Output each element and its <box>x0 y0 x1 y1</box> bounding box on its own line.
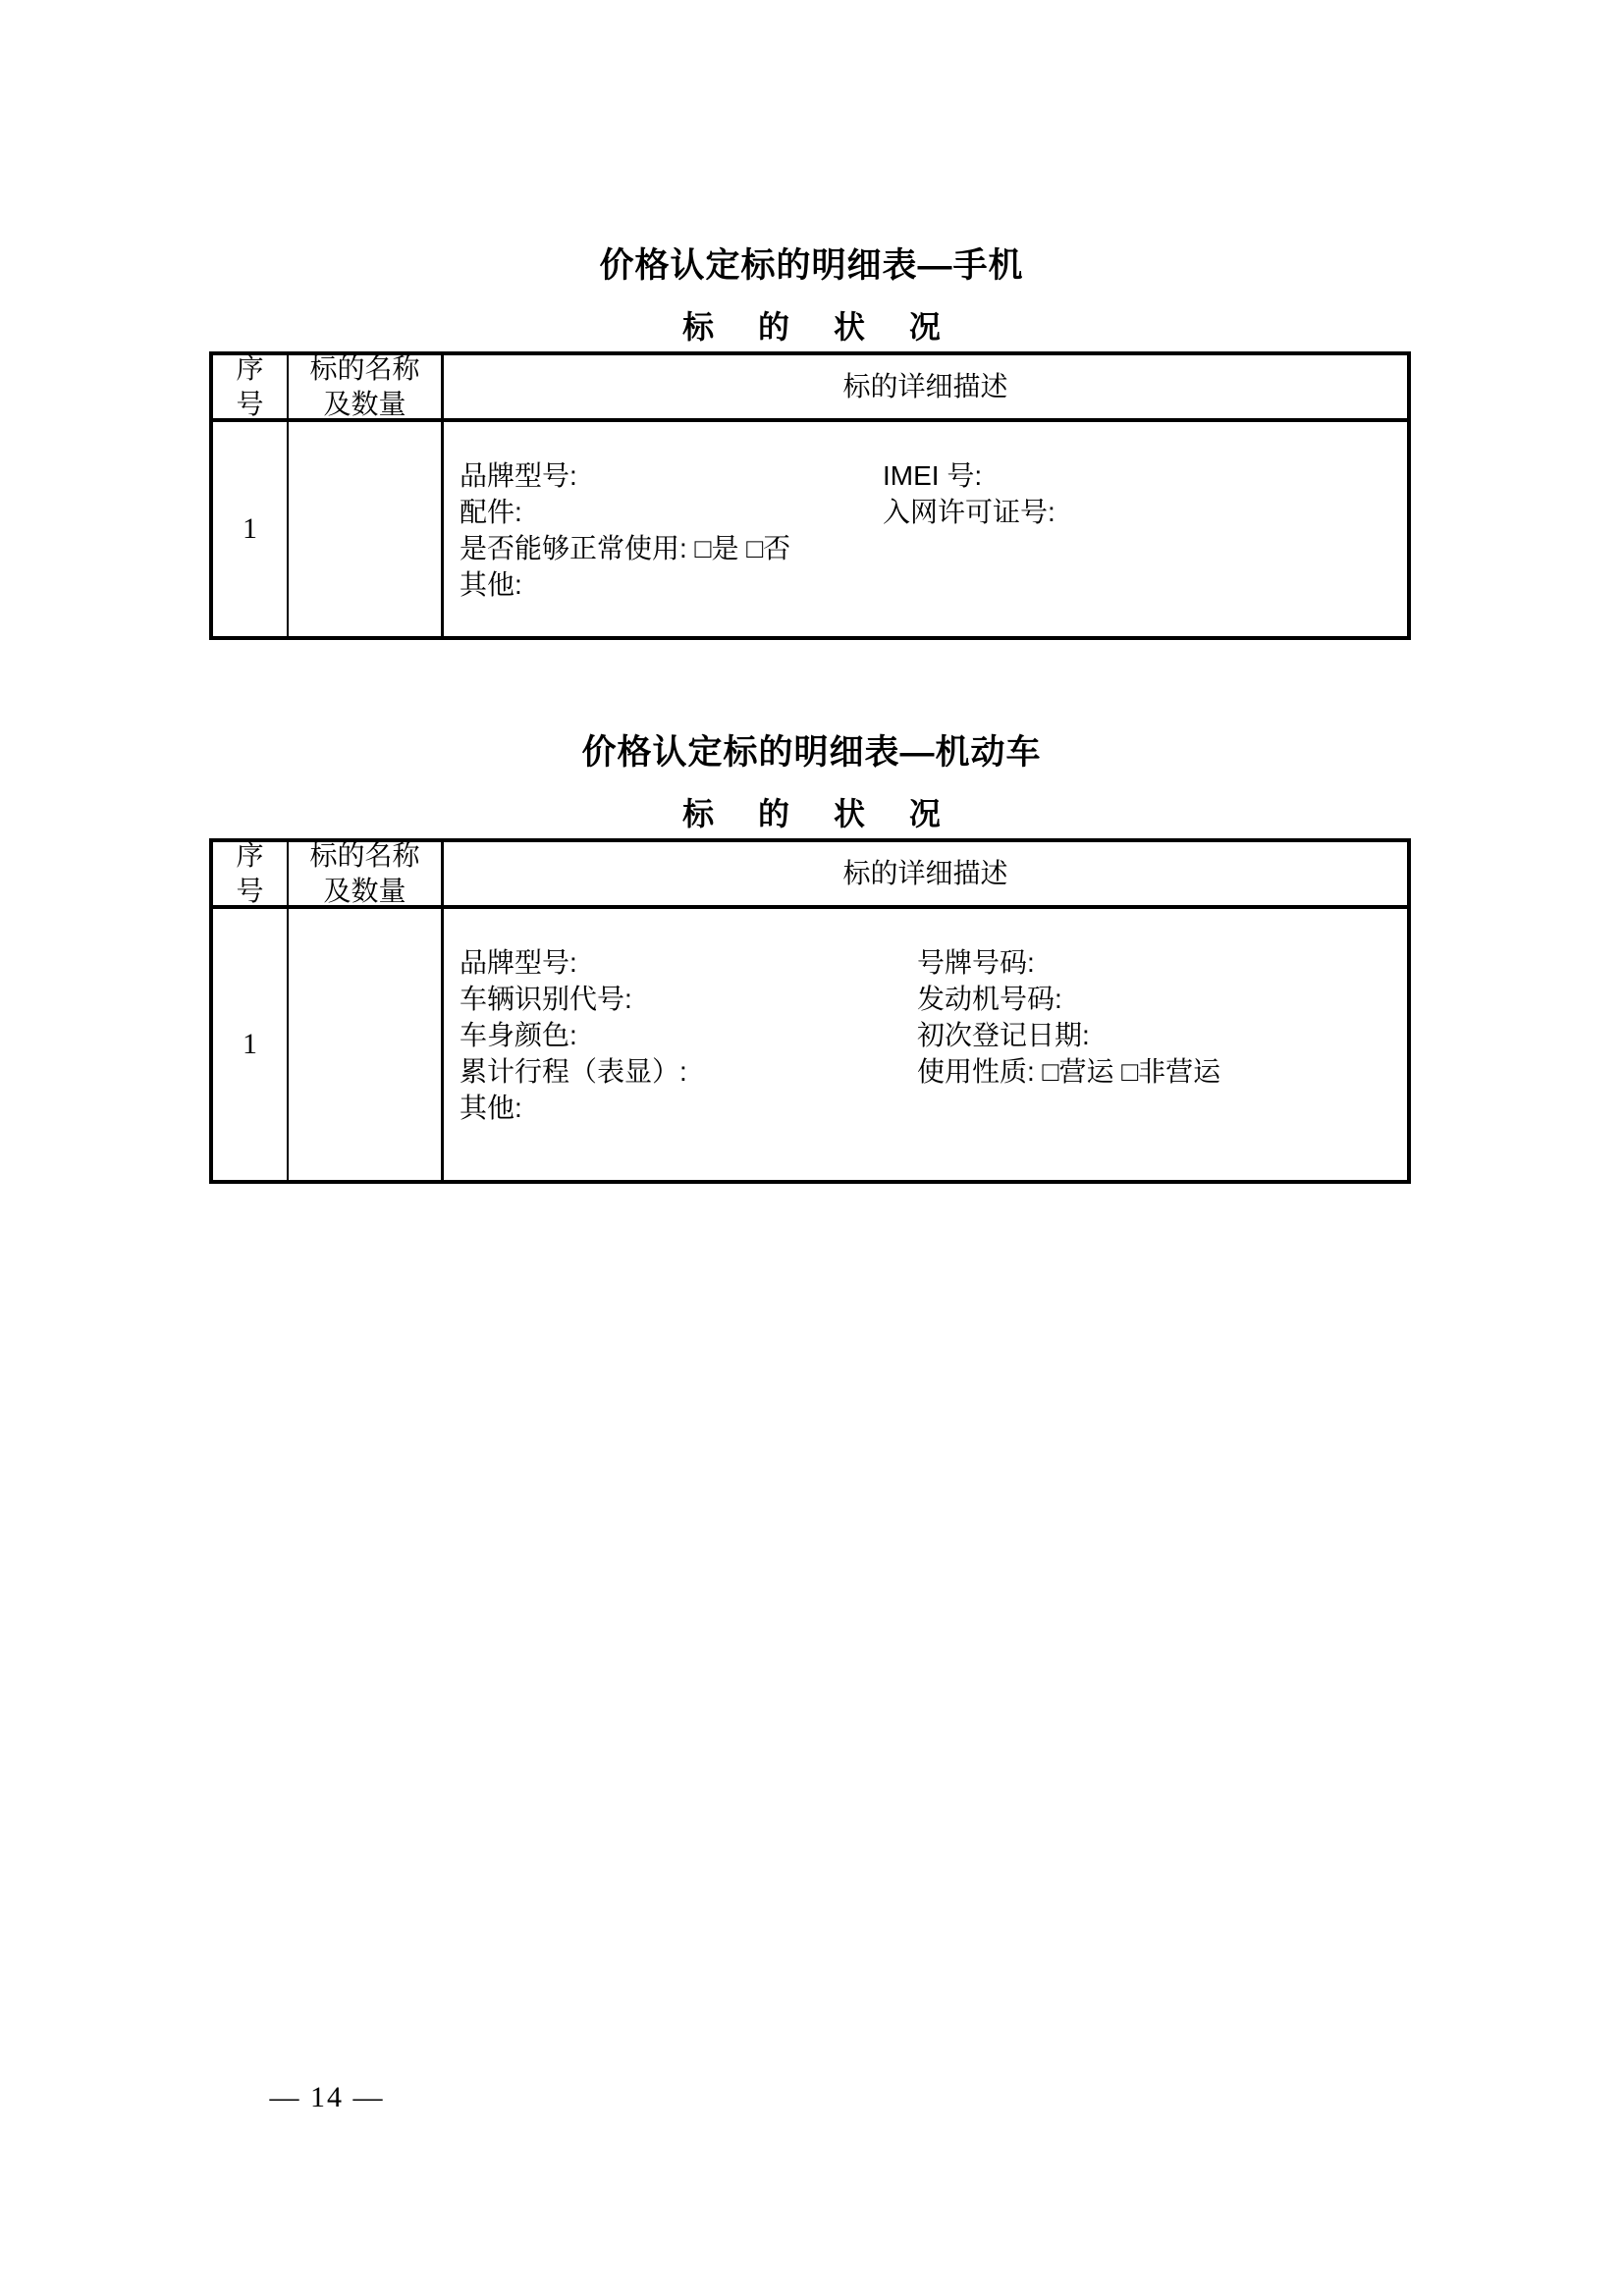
field-network-license: 入网许可证号: <box>883 497 1055 527</box>
field-imei: IMEI 号: <box>883 460 983 491</box>
serial-number: 1 <box>243 1028 257 1060</box>
table-row <box>213 909 1407 1180</box>
field-accessories: 配件: <box>460 497 522 527</box>
header-label-name-qty: 标的名称及数量 <box>309 353 420 419</box>
page-number: — 14 — <box>269 2081 385 2113</box>
header-cell-description <box>444 842 1407 905</box>
cell-description <box>444 909 1407 1180</box>
field-first-registration-date: 初次登记日期: <box>917 1020 1090 1050</box>
field-other: 其他: <box>460 569 522 600</box>
section-subtitle-phone: 标 的 状 况 <box>682 309 958 345</box>
phone-detail-table <box>209 351 1411 640</box>
field-engine-number: 发动机号码: <box>917 984 1062 1014</box>
header-cell-serial <box>213 842 289 905</box>
header-label-description: 标的详细描述 <box>842 858 1008 888</box>
field-brand-model: 品牌型号: <box>460 947 577 978</box>
table-header-row <box>213 355 1407 422</box>
field-usage-nature-checkboxes: 使用性质: □营运 □非营运 <box>917 1056 1221 1087</box>
field-usable-checkboxes: 是否能够正常使用: □是 □否 <box>460 533 791 563</box>
vehicle-detail-table <box>209 838 1411 1184</box>
cell-serial <box>213 909 289 1180</box>
table-header-row <box>213 842 1407 909</box>
field-plate-number: 号牌号码: <box>917 947 1035 978</box>
cell-serial <box>213 422 289 636</box>
section-phone <box>0 244 1623 640</box>
header-label-description: 标的详细描述 <box>842 371 1008 401</box>
header-cell-serial <box>213 355 289 418</box>
field-other: 其他: <box>460 1093 522 1123</box>
header-label-serial: 序号 <box>236 353 264 419</box>
header-label-serial: 序号 <box>236 840 264 906</box>
header-label-name-qty: 标的名称及数量 <box>309 840 420 906</box>
cell-name-qty <box>289 422 444 636</box>
header-cell-name-qty <box>289 842 444 905</box>
cell-name-qty <box>289 909 444 1180</box>
header-cell-description <box>444 355 1407 418</box>
section-title-vehicle: 价格认定标的明细表—机动车 <box>581 733 1042 772</box>
cell-description <box>444 422 1407 636</box>
field-body-color: 车身颜色: <box>460 1020 577 1050</box>
section-title-phone: 价格认定标的明细表—手机 <box>599 246 1024 285</box>
field-vin: 车辆识别代号: <box>460 984 632 1014</box>
serial-number: 1 <box>243 512 257 545</box>
section-subtitle-vehicle: 标 的 状 况 <box>682 796 958 831</box>
table-row <box>213 422 1407 636</box>
header-cell-name-qty <box>289 355 444 418</box>
section-vehicle <box>0 731 1623 1184</box>
field-mileage: 累计行程（表显）: <box>460 1056 687 1087</box>
field-brand-model: 品牌型号: <box>460 460 577 491</box>
